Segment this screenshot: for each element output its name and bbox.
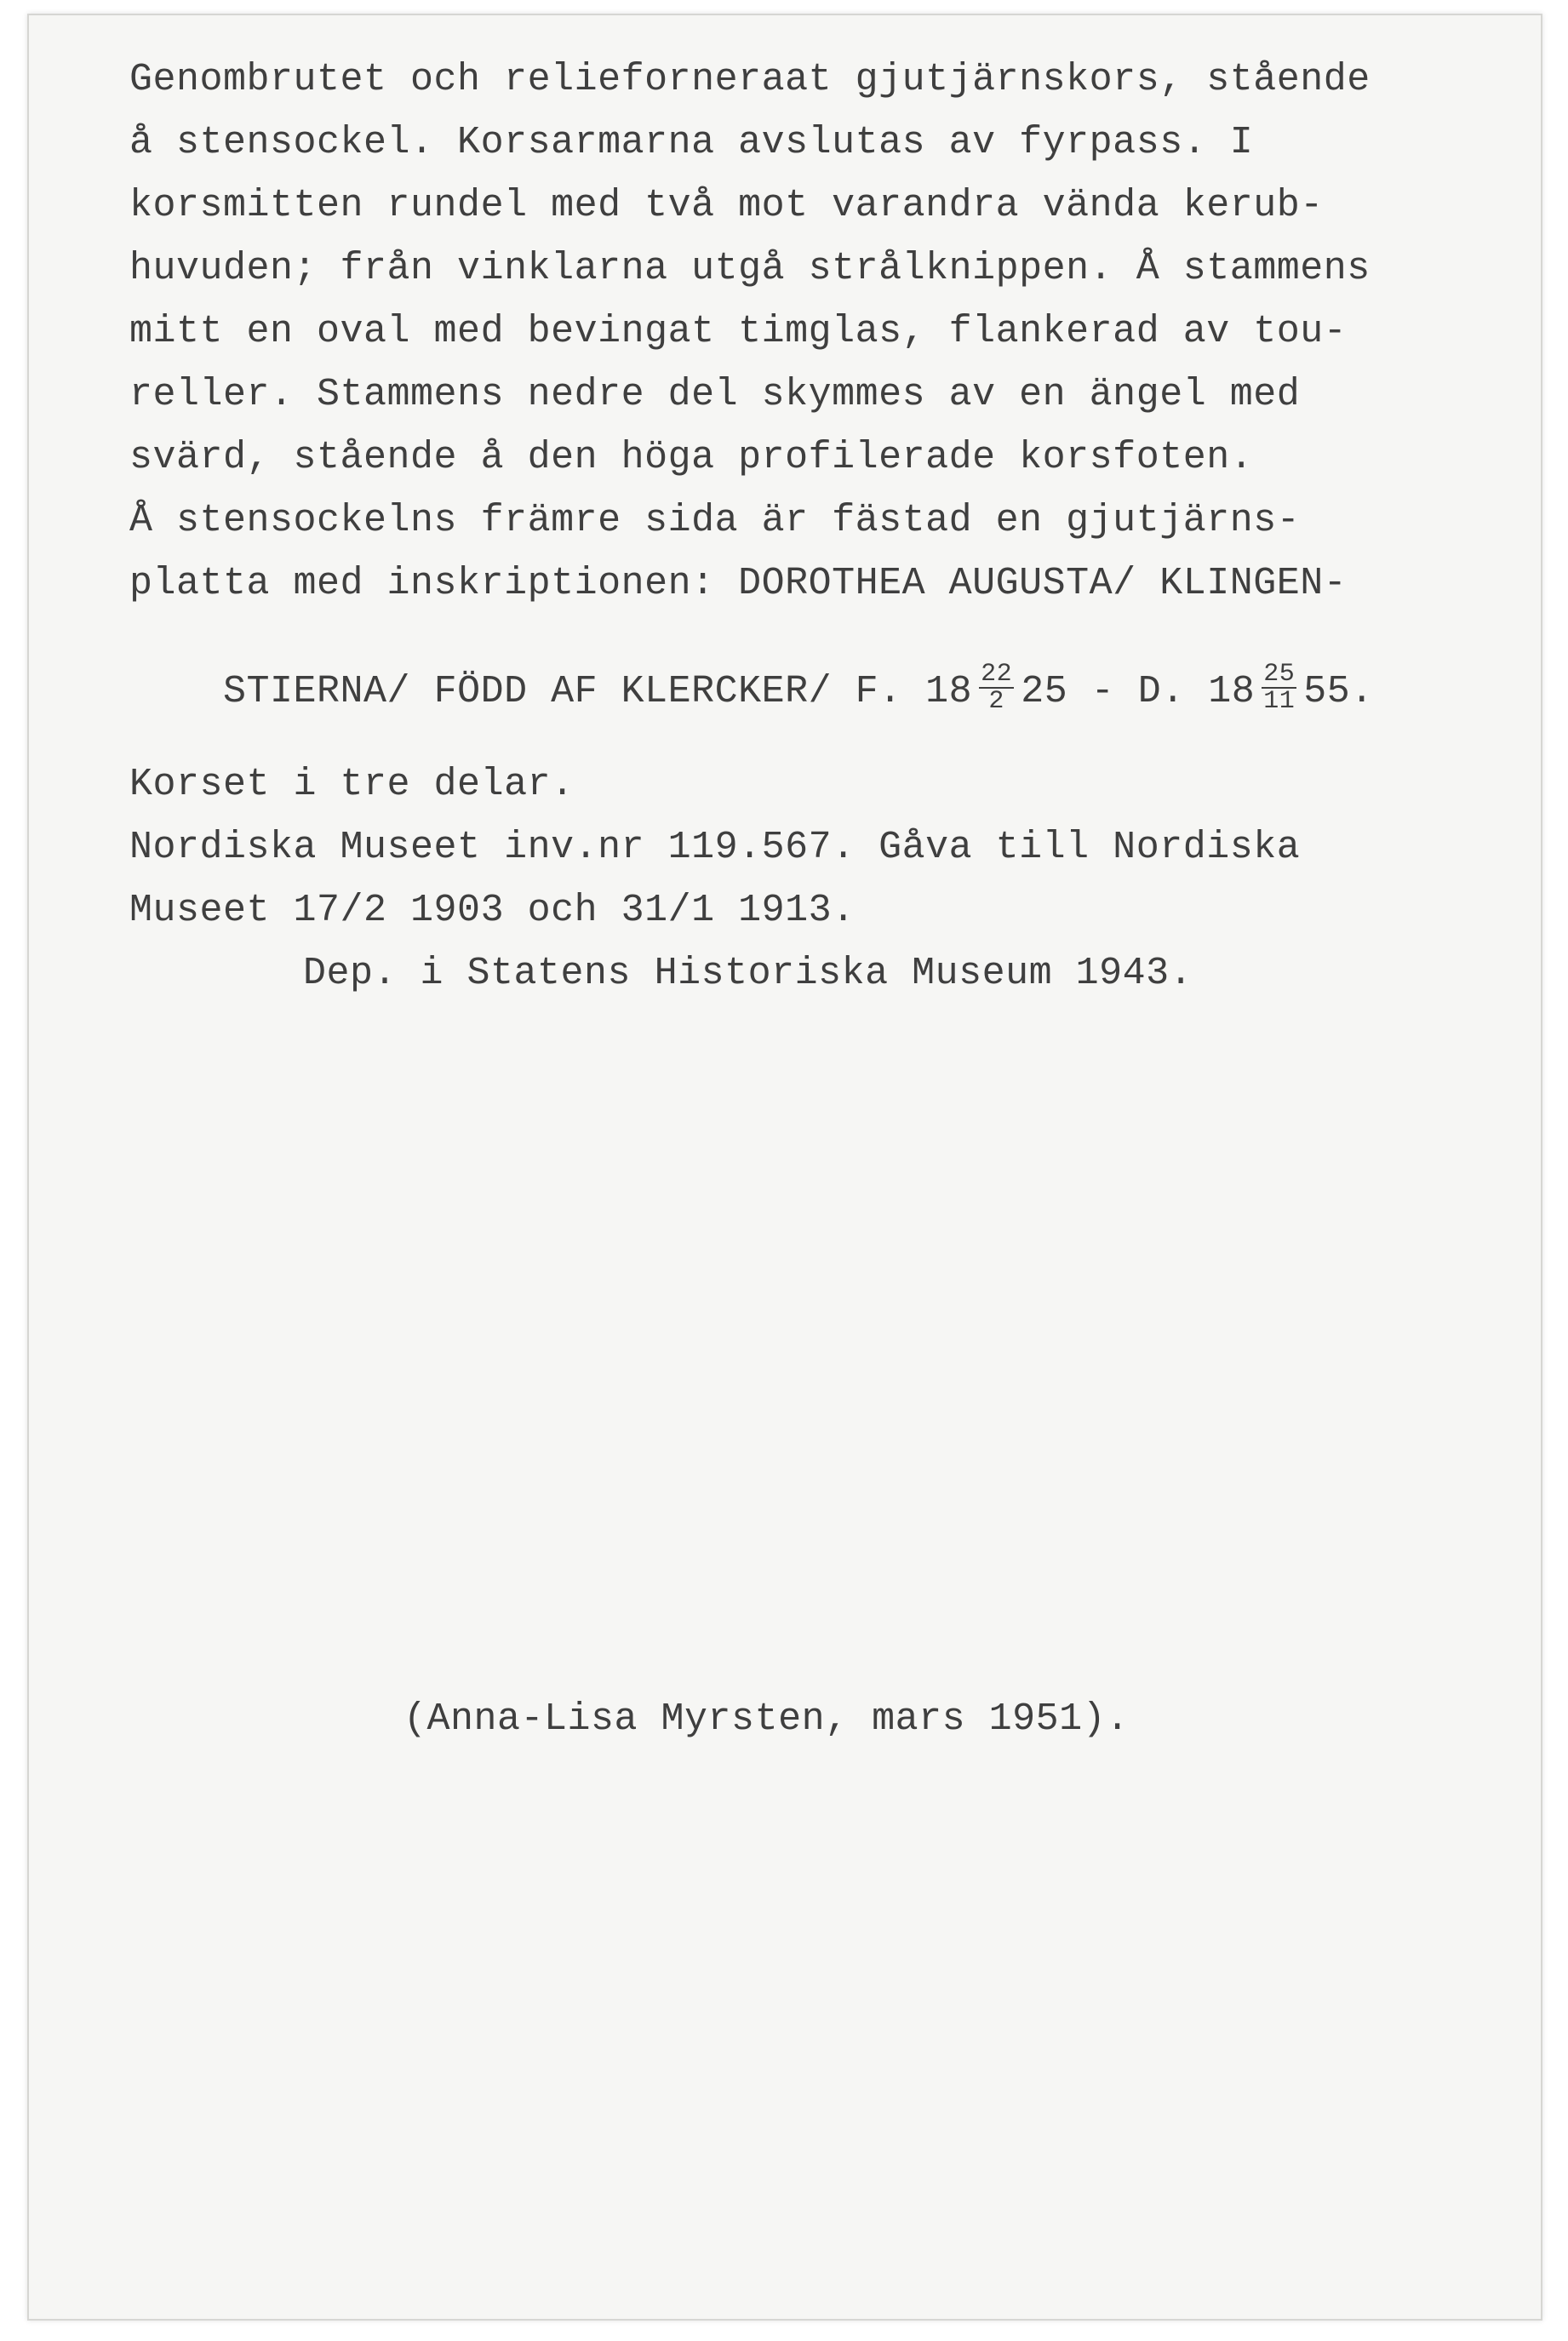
deposit-note: Dep. i Statens Historiska Museum 1943. — [303, 952, 1193, 995]
inscription-prefix: STIERNA/ FÖDD AF KLERCKER/ F. 18 — [223, 669, 973, 713]
text-line: svärd, stående å den höga profilerade korsfoten. — [129, 436, 1254, 479]
text-line: platta med inskriptionen: DOROTHEA AUGUSTA/ KLINGEN- — [129, 562, 1348, 605]
text-line: huvuden; från vinklarna utgå strålknippen. Å stammens — [129, 247, 1371, 290]
catalog-card — [27, 14, 1542, 2321]
death-date-fraction — [1262, 661, 1296, 714]
inscription-line — [129, 621, 1374, 761]
birth-date-fraction — [979, 661, 1014, 714]
text-line: Genombrutet och relieforneraat gjutjärnskors, stående — [129, 58, 1371, 101]
death-month: 11 — [1263, 687, 1296, 716]
text-line: å stensockel. Korsarmarna avslutas av fyrpass. I — [129, 121, 1254, 164]
signature: (Anna-Lisa Myrsten, mars 1951). — [403, 1697, 1130, 1741]
text-line: mitt en oval med bevingat timglas, flankerad av tou- — [129, 310, 1348, 353]
text-line: Å stensockelns främre sida är fästad en gjutjärns- — [129, 499, 1301, 542]
note-line: Korset i tre delar. — [129, 763, 575, 806]
note-line: Nordiska Museet inv.nr 119.567. Gåva till Nordiska — [129, 826, 1301, 869]
birth-month: 2 — [988, 687, 1004, 716]
death-day: 25 — [1263, 660, 1296, 689]
text-line: korsmitten rundel med två mot varandra vända kerub- — [129, 184, 1324, 227]
text-line: reller. Stammens nedre del skymmes av en ängel med — [129, 373, 1301, 416]
inscription-middle: 25 - D. 18 — [1021, 669, 1256, 713]
inscription-suffix: 55. — [1303, 669, 1374, 713]
note-line: Museet 17/2 1903 och 31/1 1913. — [129, 889, 856, 932]
birth-day: 22 — [981, 660, 1013, 689]
